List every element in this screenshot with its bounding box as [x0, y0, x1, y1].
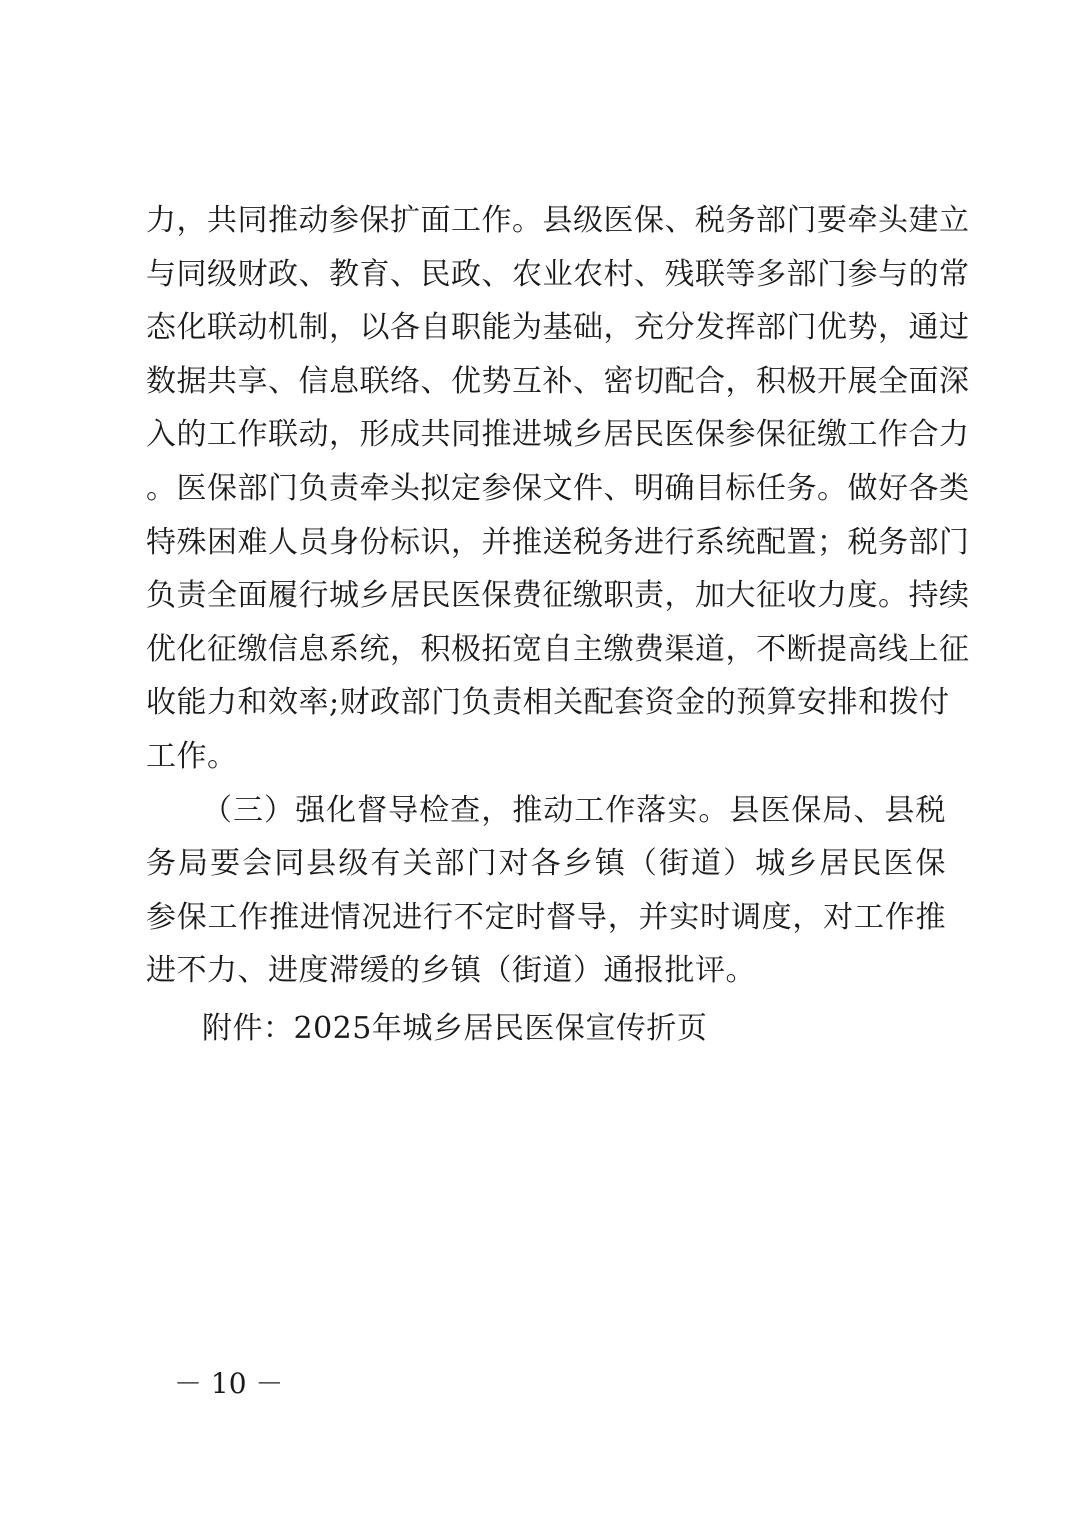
page-number: － 10 －: [174, 1367, 284, 1400]
text-line: （三）强化督导检查，推动工作落实。县医保局、县税: [202, 792, 946, 828]
text-line: 与同级财政、教育、民政、农业农村、残联等多部门参与的常: [146, 256, 970, 292]
text-line: 务局要会同县级有关部门对各乡镇（街道）城乡居民医保: [146, 846, 946, 882]
text-line: 工作。: [146, 738, 238, 774]
paragraph-1: [146, 194, 970, 784]
text-line: 数据共享、信息联络、优势互补、密切配合，积极开展全面深: [146, 363, 970, 399]
body-text: [146, 194, 970, 998]
attachment-note: 附件：2025年城乡居民医保宣传折页: [202, 1011, 708, 1046]
paragraph-2: [146, 784, 946, 998]
text-line: 特殊困难人员身份标识，并推送税务进行系统配置；税务部门: [146, 524, 970, 560]
text-line: 收能力和效率;财政部门负责相关配套资金的预算安排和拨付: [146, 685, 950, 721]
text-line: 参保工作推进情况进行不定时督导，并实时调度，对工作推: [146, 899, 946, 935]
text-line: 进不力、进度滞缓的乡镇（街道）通报批评。: [146, 953, 756, 989]
text-line: 力，共同推动参保扩面工作。县级医保、税务部门要牵头建立: [146, 203, 970, 238]
text-line: 。医保部门负责牵头拟定参保文件、明确目标任务。做好各类: [146, 470, 970, 506]
text-line: 态化联动机制，以各自职能为基础，充分发挥部门优势，通过: [146, 310, 970, 346]
text-line: 入的工作联动，形成共同推进城乡居民医保参保征缴工作合力: [146, 417, 970, 453]
text-line: 负责全面履行城乡居民医保费征缴职责，加大征收力度。持续: [146, 578, 970, 614]
text-line: 优化征缴信息系统，积极拓宽自主缴费渠道，不断提高线上征: [146, 631, 970, 667]
